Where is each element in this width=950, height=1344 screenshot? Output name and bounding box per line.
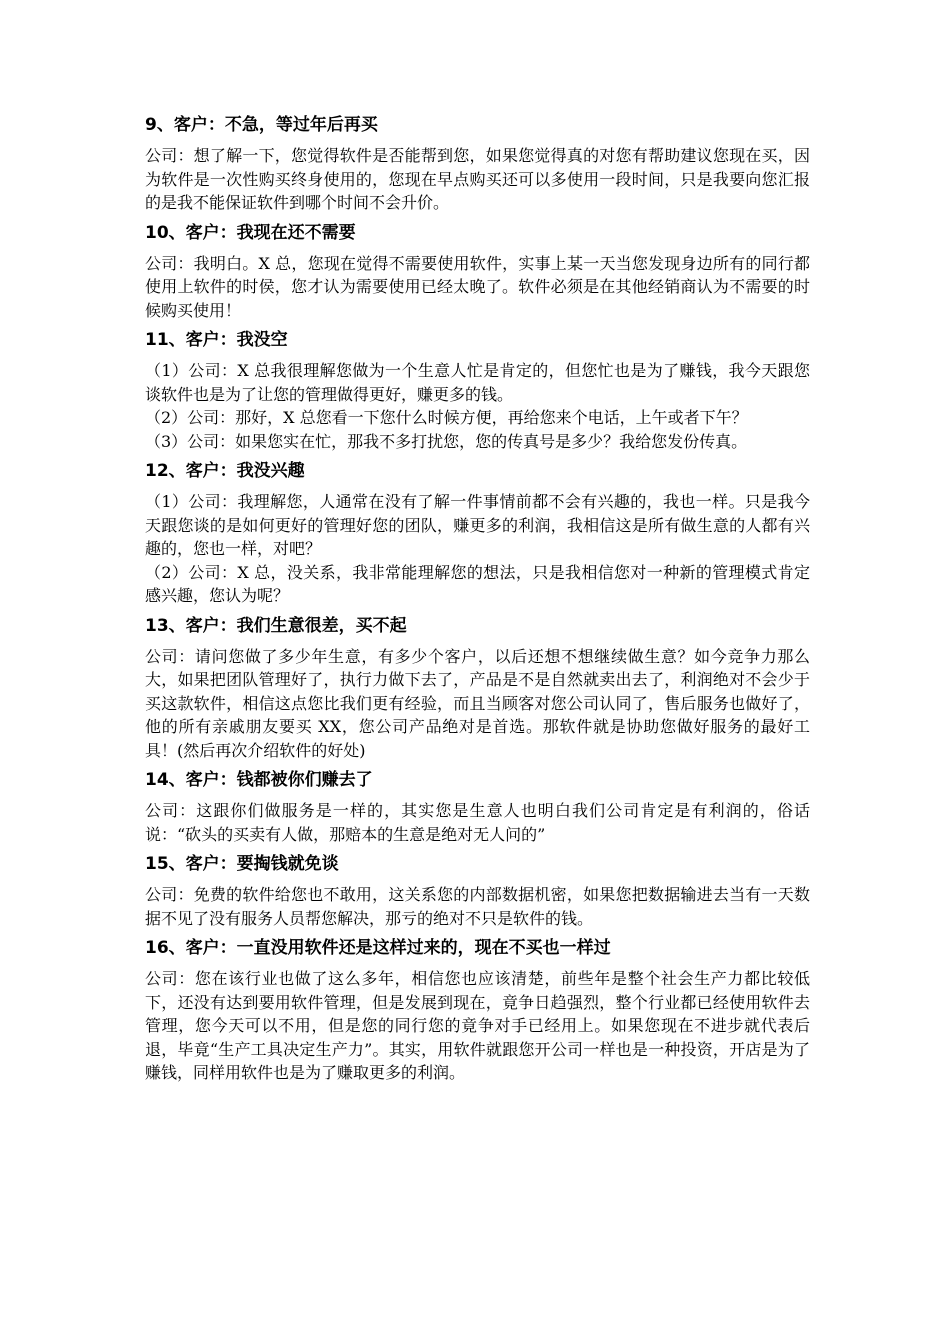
faq-section-15 — [145, 851, 810, 930]
answer-paragraph: 公司：您在该行业也做了这么多年，相信您也应该清楚，前些年是整个社会生产力都比较低下，还没有达到要用软件管理，但是发展到现在，竟争日趋强烈，整个行业都已经使用软件去管理，您今天可以不用，但是您的同行您的竟争对手已经用上。如果您现在不进步就代表后退，毕竟“生产工具决定生产力”。其实，用软件就跟您开公司一样也是一种投资，开店是为了赚钱，同样用软件也是为了赚取更多的利润。 — [145, 969, 810, 1082]
section-heading: 11、客户：我没空 — [145, 330, 288, 350]
answer-paragraph: 公司：请问您做了多少年生意，有多少个客户，以后还想不想继续做生意？如今竞争力那么大，如果把团队管理好了，执行力做下去了，产品是不是自然就卖出去了，利润绝对不会少于买这款软件，相信这点您比我们更有经验，而且当顾客对您公司认同了，售后服务也做好了，他的所有亲戚朋友要买 XX，您公司产品绝对是首选。那软件就是协助您做好服务的最好工具！(然后再次介绍软件的好处) — [145, 646, 810, 760]
faq-section-11 — [145, 327, 810, 453]
document-page — [145, 112, 810, 1090]
answer-paragraph: （2）公司：X 总，没关系，我非常能理解您的想法，只是我相信您对一种新的管理模式肯定感兴趣，您认为呢？ — [145, 562, 810, 605]
section-heading: 12、客户：我没兴趣 — [145, 461, 305, 481]
answer-paragraph: （1）公司：X 总我很理解您做为一个生意人忙是肯定的，但您忙也是为了赚钱，我今天跟您谈软件也是为了让您的管理做得更好，赚更多的钱。 — [145, 361, 810, 404]
faq-section-12 — [145, 458, 810, 608]
answer-paragraph: 公司：想了解一下，您觉得软件是否能帮到您，如果您觉得真的对您有帮助建议您现在买，因为软件是一次性购买终身使用的，您现在早点购买还可以多使用一段时间，只是我要向您汇报的是我不能保证软件到哪个时间不会升价。 — [145, 146, 810, 212]
answer-paragraph: （2）公司：那好，X 总您看一下您什么时候方便，再给您来个电话，上午或者下午？ — [145, 408, 748, 427]
faq-section-13 — [145, 613, 810, 763]
answer-paragraph: 公司：这跟你们做服务是一样的，其实您是生意人也明白我们公司肯定是有利润的，俗话说：“砍头的买卖有人做，那赔本的生意是绝对无人问的” — [145, 801, 810, 844]
section-heading: 9、客户：不急，等过年后再买 — [145, 115, 378, 135]
section-heading: 16、客户：一直没用软件还是这样过来的，现在不买也一样过 — [145, 938, 611, 958]
answer-paragraph: （1）公司：我理解您，人通常在没有了解一件事情前都不会有兴趣的，我也一样。只是我今天跟您谈的是如何更好的管理好您的团队，赚更多的利润，我相信这是所有做生意的人都有兴趣的，您也一样，对吧？ — [145, 492, 810, 558]
section-heading: 13、客户：我们生意很差，买不起 — [145, 615, 407, 636]
answer-paragraph: （3）公司：如果您实在忙，那我不多打扰您，您的传真号是多少？我给您发份传真。 — [145, 431, 748, 451]
answer-paragraph: 公司：我明白。X 总，您现在觉得不需要使用软件，实事上某一天当您发现身边所有的同行都使用上软件的时侯，您才认为需要使用已经太晚了。软件必须是在其他经销商认为不需要的时候购买使用！ — [145, 253, 810, 320]
faq-section-14 — [145, 767, 810, 846]
answer-paragraph: 公司：免费的软件给您也不敢用，这关系您的内部数据机密，如果您把数据输进去当有一天数据不见了没有服务人员帮您解决，那亏的绝对不只是软件的钱。 — [145, 885, 810, 928]
section-heading: 15、客户：要掏钱就免谈 — [145, 854, 339, 874]
faq-section-16 — [145, 935, 810, 1085]
faq-section-10 — [145, 220, 810, 323]
section-heading: 14、客户：钱都被你们赚去了 — [145, 770, 373, 790]
faq-section-9 — [145, 112, 810, 215]
section-heading: 10、客户：我现在还不需要 — [145, 222, 356, 243]
